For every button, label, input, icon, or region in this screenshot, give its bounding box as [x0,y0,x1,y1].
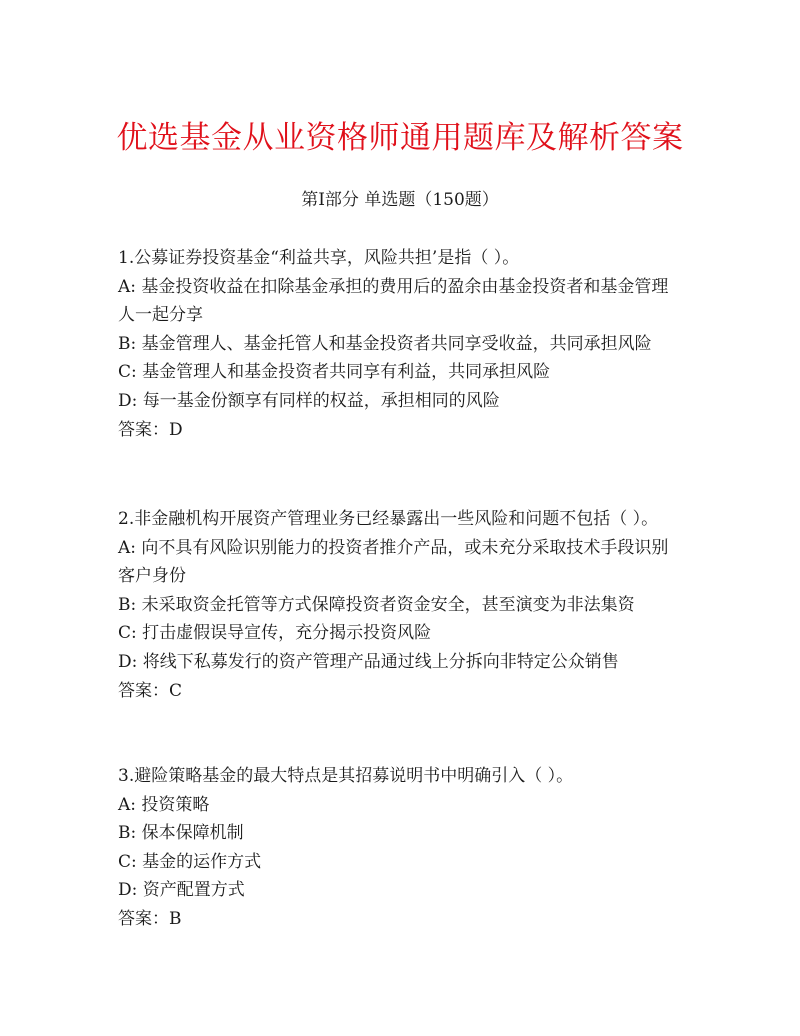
question-stem: 3.避险策略基金的最大特点是其招募说明书中明确引入（ ）。 [118,766,574,786]
section-title: 第Ⅰ部分 单选题（150题） [301,190,499,210]
option-c: C: 基金的运作方式 [118,851,262,872]
answer-line: 答案：B [118,908,182,929]
question-3 [118,762,682,934]
option-b: B: 保本保障机制 [118,823,244,844]
option-a: A: 基金投资收益在扣除基金承担的费用后的盈余由基金投资者和基金管理人一起分享 [118,276,669,326]
option-b: B: 未采取资金托管等方式保障投资者资金安全，甚至演变为非法集资 [118,594,635,615]
option-d: D: 资产配置方式 [118,880,245,901]
option-d: D: 将线下私募发行的资产管理产品通过线上分拆向非特定公众销售 [118,651,619,672]
option-b: B: 基金管理人、基金托管人和基金投资者共同享受收益，共同承担风险 [118,333,652,354]
answer-line: 答案：D [118,419,183,440]
document-title: 优选基金从业资格师通用题库及解析答案 [116,120,684,156]
answer-line: 答案：C [118,680,183,701]
question-2 [118,505,682,705]
question-1 [118,244,682,444]
option-d: D: 每一基金份额享有同样的权益，承担相同的风险 [118,390,500,411]
option-a: A: 投资策略 [118,794,210,815]
option-c: C: 打击虚假误导宣传，充分揭示投资风险 [118,623,432,644]
question-stem: 1.公募证券投资基金“利益共享，风险共担’是指（ ）。 [118,248,520,268]
option-a: A: 向不具有风险识别能力的投资者推介产品，或未充分采取技术手段识别客户身份 [118,537,669,587]
question-stem: 2.非金融机构开展资产管理业务已经暴露出一些风险和问题不包括（ ）。 [118,509,659,529]
option-c: C: 基金管理人和基金投资者共同享有利益，共同承担风险 [118,362,551,383]
